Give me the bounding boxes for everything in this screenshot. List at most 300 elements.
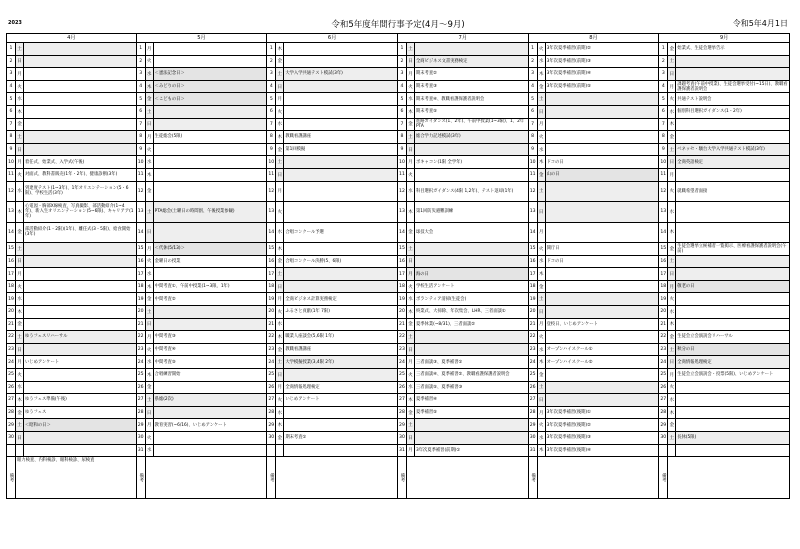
day-number: 2 (529, 56, 538, 68)
weekday: 土 (407, 43, 415, 55)
event-text (284, 182, 397, 202)
event-text: ふるさと貢献(1年 7限) (285, 309, 330, 315)
day-row (659, 344, 789, 357)
day-number: 30 (659, 432, 668, 444)
weekday: 火 (276, 394, 284, 406)
event-text (24, 93, 136, 105)
event-text: 海の日 (415, 268, 528, 280)
day-row (659, 169, 789, 182)
weekday: 月 (407, 156, 415, 168)
day-row (398, 256, 528, 269)
event-text: ＜昭和の日＞ (24, 419, 136, 431)
event-text: 科目選択ガイダンス(4限 1,2年)、テスト返却(1年) (415, 188, 514, 194)
event-text (676, 382, 789, 394)
day-row (7, 93, 136, 106)
day-number: 27 (529, 394, 538, 406)
day-row (7, 281, 136, 294)
weekday: 月 (276, 93, 284, 105)
day-number: 17 (7, 268, 16, 280)
weekday: 木 (538, 445, 546, 457)
notes-text (407, 457, 528, 498)
day-row (659, 394, 789, 407)
day-row (529, 356, 659, 369)
event-text (24, 68, 136, 80)
day-row (267, 344, 397, 357)
weekday: 月 (538, 407, 546, 419)
event-text: 共通テスト説明会 (677, 96, 712, 102)
day-row (659, 319, 789, 332)
day-row (267, 156, 397, 169)
day-number: 4 (267, 81, 276, 93)
event-text: 生徒会立会演説会・投票(5限)、いじめアンケート (677, 372, 774, 378)
event-text (676, 202, 789, 222)
event-text: いじめアンケート (285, 397, 320, 403)
weekday: 土 (668, 432, 676, 444)
day-row (267, 331, 397, 344)
weekday: 木 (407, 202, 415, 222)
event-text (284, 81, 397, 93)
weekday: 水 (407, 93, 415, 105)
weekday: 金 (538, 81, 546, 93)
event-text: 中間考査⑤ (154, 359, 176, 365)
weekday: 日 (668, 156, 676, 168)
weekday: 木 (407, 394, 415, 406)
event-text: オープンハイスクール② (546, 359, 593, 365)
weekday: 水 (407, 182, 415, 202)
day-number: 5 (137, 93, 146, 105)
weekday: 火 (16, 81, 24, 93)
day-row (267, 382, 397, 395)
day-row (7, 344, 136, 357)
weekday: 水 (538, 56, 546, 68)
event-text (676, 419, 789, 431)
day-number: 28 (398, 407, 407, 419)
day-row (267, 81, 397, 94)
day-row (267, 407, 397, 420)
day-number: 8 (529, 131, 538, 143)
event-text (154, 169, 267, 181)
day-number (7, 445, 16, 457)
day-row (529, 331, 659, 344)
weekday: 水 (146, 356, 154, 368)
weekday: 火 (538, 131, 546, 143)
month-heading: 5月 (137, 34, 267, 43)
weekday: 水 (146, 156, 154, 168)
day-number: 9 (529, 144, 538, 156)
event-text: 生徒会立会演説会リハーサル (677, 334, 733, 340)
day-row (137, 156, 267, 169)
month-heading: 4月 (7, 34, 136, 43)
day-row (137, 432, 267, 445)
day-row (659, 281, 789, 294)
day-number: 19 (659, 293, 668, 305)
day-number: 26 (659, 382, 668, 394)
day-row (529, 293, 659, 306)
day-number: 22 (398, 331, 407, 343)
day-row (7, 319, 136, 332)
weekday: 火 (146, 56, 154, 68)
weekday: 火 (16, 281, 24, 293)
notes-label: 備考 (529, 457, 538, 498)
day-row (7, 369, 136, 382)
day-row (529, 268, 659, 281)
day-number: 13 (659, 202, 668, 222)
weekday: 日 (538, 394, 546, 406)
event-text (154, 144, 267, 156)
day-number: 29 (529, 419, 538, 431)
notes-label: 備考 (267, 457, 276, 498)
day-row (7, 394, 136, 407)
event-text (546, 106, 659, 118)
event-text (24, 268, 136, 280)
weekday: 火 (668, 93, 676, 105)
day-row (137, 268, 267, 281)
event-text: 夏季休業(~8/31)、三者面談② (415, 321, 476, 327)
day-number: 3 (267, 68, 276, 80)
day-number: 11 (7, 169, 16, 181)
day-number: 19 (7, 293, 16, 305)
weekday: 木 (538, 268, 546, 280)
event-text: 期末考査① (285, 435, 307, 441)
day-number: 14 (137, 223, 146, 243)
notes-text: 眼力検査、内科検診、眼科検診、尿検査 (17, 458, 95, 464)
day-row (398, 445, 528, 458)
day-row (7, 407, 136, 420)
day-row (137, 182, 267, 203)
weekday: 金 (538, 369, 546, 381)
weekday: 土 (407, 131, 415, 143)
weekday: 土 (146, 106, 154, 118)
day-row (529, 144, 659, 157)
day-number: 27 (137, 394, 146, 406)
event-text: 終業式、大掃除、年次集会、LHR、三者面談① (415, 309, 506, 315)
day-row (529, 81, 659, 94)
day-number: 18 (398, 281, 407, 293)
weekday: 火 (16, 369, 24, 381)
event-text: 教育実習(~6/16)、いじめアンケート (154, 422, 227, 428)
day-row (659, 306, 789, 319)
day-row (267, 432, 397, 445)
event-text (546, 93, 659, 105)
day-number: 20 (398, 306, 407, 318)
day-number: 17 (267, 268, 276, 280)
day-row (529, 106, 659, 119)
notes-label: 備考 (398, 457, 407, 498)
weekday: 土 (668, 344, 676, 356)
day-number: 31 (529, 445, 538, 457)
day-row (267, 319, 397, 332)
day-number: 16 (529, 256, 538, 268)
day-row (137, 369, 267, 382)
day-row (529, 382, 659, 395)
weekday: 火 (538, 331, 546, 343)
day-row (659, 407, 789, 420)
day-number (267, 445, 276, 457)
event-text: ゆうフェス (25, 410, 47, 416)
month-column (529, 33, 660, 499)
weekday: 月 (16, 356, 24, 368)
event-text: 到達度テスト(1~3年)、1年オリエンテーション(5・6限)、学校生活(3年) (25, 186, 129, 197)
document-title: 令和5年度年間行事予定(4月～9月) (331, 20, 465, 30)
day-row (529, 432, 659, 445)
weekday: 日 (16, 56, 24, 68)
weekday: 火 (407, 369, 415, 381)
event-text (24, 293, 136, 305)
event-text (415, 331, 528, 343)
weekday: 水 (16, 382, 24, 394)
day-number: 9 (659, 144, 668, 156)
day-number: 23 (7, 344, 16, 356)
day-row (659, 182, 789, 203)
event-text: ボキャコン(1限 全学年) (415, 159, 463, 165)
event-text (284, 156, 397, 168)
weekday: 火 (538, 43, 546, 55)
event-text: 期末考査② (415, 71, 438, 77)
event-text (546, 331, 659, 343)
day-row (267, 93, 397, 106)
month-heading: 9月 (659, 34, 789, 43)
day-number: 20 (267, 306, 276, 318)
day-row (529, 131, 659, 144)
day-number: 4 (7, 81, 16, 93)
weekday: 木 (146, 169, 154, 181)
day-number: 20 (137, 306, 146, 318)
day-row (529, 169, 659, 182)
weekday: 金 (276, 256, 284, 268)
event-text: 3年次夏季補習(前期)② (546, 46, 591, 52)
event-text (676, 319, 789, 331)
day-number (659, 445, 668, 457)
day-number: 12 (529, 182, 538, 202)
day-row (137, 407, 267, 420)
event-text: 合唱コンクール予選 (285, 229, 324, 235)
day-number: 6 (7, 106, 16, 118)
weekday: 火 (668, 382, 676, 394)
day-number: 30 (398, 432, 407, 444)
day-row (7, 106, 136, 119)
day-number: 7 (7, 119, 16, 131)
weekday: 土 (146, 202, 154, 222)
event-text (676, 306, 789, 318)
event-text: 3年次夏季補習(後期)③ (546, 435, 591, 441)
day-row (137, 293, 267, 306)
day-number: 13 (7, 202, 16, 222)
day-row (7, 382, 136, 395)
event-text: 山の日 (546, 169, 659, 181)
day-number: 18 (267, 281, 276, 293)
weekday: 土 (276, 268, 284, 280)
day-number: 25 (659, 369, 668, 381)
event-text (154, 407, 267, 419)
day-row (529, 68, 659, 81)
weekday: 月 (276, 182, 284, 202)
day-number: 28 (7, 407, 16, 419)
notes-label: 備考 (659, 457, 668, 498)
notes-text (538, 457, 659, 498)
day-row (529, 256, 659, 269)
day-row (398, 144, 528, 157)
weekday: 金 (276, 432, 284, 444)
weekday: 水 (538, 432, 546, 444)
day-number: 26 (529, 382, 538, 394)
event-text: 期末考査⑤ (415, 109, 438, 115)
weekday: 火 (407, 81, 415, 93)
event-text (284, 319, 397, 331)
day-number: 12 (137, 182, 146, 202)
weekday: 月 (146, 131, 154, 143)
day-row (659, 382, 789, 395)
day-number: 28 (529, 407, 538, 419)
day-number: 12 (267, 182, 276, 202)
day-row (529, 281, 659, 294)
day-number: 10 (267, 156, 276, 168)
day-number: 23 (659, 344, 668, 356)
day-number: 12 (7, 182, 16, 202)
day-number: 29 (659, 419, 668, 431)
day-row (137, 43, 267, 56)
weekday: 土 (407, 419, 415, 431)
event-text: 長休(5限) (676, 432, 789, 444)
event-text (284, 445, 397, 457)
day-row (137, 93, 267, 106)
event-text: 期末考査④、教職看護保護者説明会 (415, 96, 485, 102)
weekday: 金 (16, 407, 24, 419)
day-row (398, 93, 528, 106)
day-row (659, 156, 789, 169)
day-row (137, 319, 267, 332)
day-row (7, 293, 136, 306)
day-number: 3 (659, 68, 668, 80)
day-row (659, 268, 789, 281)
day-number: 15 (529, 243, 538, 255)
day-number: 29 (267, 419, 276, 431)
day-number: 22 (7, 331, 16, 343)
event-text: 進路ガイダンス(1、2年)、午前中授業(1~3限)、1、2年PTA (415, 119, 525, 130)
day-row (267, 306, 397, 319)
weekday: 木 (538, 156, 546, 168)
day-row (398, 156, 528, 169)
month-column (137, 33, 268, 499)
weekday: 日 (538, 106, 546, 118)
weekday: 火 (407, 169, 415, 181)
day-row (267, 223, 397, 244)
day-number: 7 (659, 119, 668, 131)
day-number: 24 (398, 356, 407, 368)
day-row (398, 293, 528, 306)
day-row (659, 131, 789, 144)
day-row (529, 156, 659, 169)
day-row (137, 68, 267, 81)
day-number: 8 (659, 131, 668, 143)
day-number: 15 (659, 243, 668, 255)
event-text: 大学模擬授業(3,4限 2年) (284, 356, 397, 368)
day-number: 24 (7, 356, 16, 368)
weekday: 金 (538, 169, 546, 181)
day-number: 11 (529, 169, 538, 181)
day-number: 14 (529, 223, 538, 243)
event-text (154, 182, 267, 202)
day-row (529, 119, 659, 132)
day-number: 19 (529, 293, 538, 305)
day-number: 4 (137, 81, 146, 93)
day-number: 23 (529, 344, 538, 356)
day-row (267, 268, 397, 281)
day-row (267, 68, 397, 81)
weekday: 日 (276, 281, 284, 293)
weekday: 木 (276, 243, 284, 255)
weekday: 木 (668, 407, 676, 419)
event-text: 夏季補習⑤ (415, 410, 438, 416)
event-text (154, 268, 267, 280)
day-number: 16 (398, 256, 407, 268)
day-row (398, 331, 528, 344)
weekday: 水 (538, 144, 546, 156)
event-text: 3年次夏季補習(前期)③ (546, 58, 591, 64)
weekday: 月 (146, 419, 154, 431)
weekday: 金 (668, 243, 676, 255)
day-number: 10 (659, 156, 668, 168)
day-row (398, 202, 528, 223)
day-row (137, 281, 267, 294)
weekday: 日 (146, 319, 154, 331)
day-row (137, 356, 267, 369)
day-number: 13 (267, 202, 276, 222)
weekday: 金 (276, 144, 284, 156)
day-row (7, 56, 136, 69)
weekday: 木 (16, 306, 24, 318)
day-row (398, 119, 528, 132)
weekday: 火 (668, 293, 676, 305)
event-text: ＜憲法記念日＞ (154, 68, 267, 80)
day-number: 26 (267, 382, 276, 394)
day-row (137, 394, 267, 407)
day-row (267, 202, 397, 223)
weekday: 水 (538, 344, 546, 356)
day-number: 21 (267, 319, 276, 331)
day-row (137, 445, 267, 458)
weekday: 日 (16, 144, 24, 156)
day-row (267, 119, 397, 132)
day-row (529, 419, 659, 432)
day-number: 2 (267, 56, 276, 68)
day-row (137, 344, 267, 357)
weekday: 金 (146, 382, 154, 394)
weekday: 木 (16, 202, 24, 222)
day-row (267, 43, 397, 56)
weekday: 木 (16, 106, 24, 118)
day-row (529, 369, 659, 382)
weekday: 月 (407, 445, 415, 457)
weekday: 日 (668, 268, 676, 280)
weekday: 水 (276, 319, 284, 331)
day-number: 4 (529, 81, 538, 93)
weekday: 土 (16, 331, 24, 343)
weekday: 金 (16, 223, 24, 243)
notes-row (529, 457, 659, 498)
event-text: 3年次夏季補習(後期)② (546, 422, 591, 428)
event-text: 三者面談⑤、夏季補習③ (415, 384, 463, 390)
weekday: 木 (668, 223, 676, 243)
day-row (267, 281, 397, 294)
weekday: 日 (146, 407, 154, 419)
weekday: 土 (538, 293, 546, 305)
event-text (546, 202, 659, 222)
day-number: 22 (267, 331, 276, 343)
event-text (284, 56, 397, 68)
day-number: 25 (7, 369, 16, 381)
weekday: 水 (276, 407, 284, 419)
event-text (154, 43, 267, 55)
